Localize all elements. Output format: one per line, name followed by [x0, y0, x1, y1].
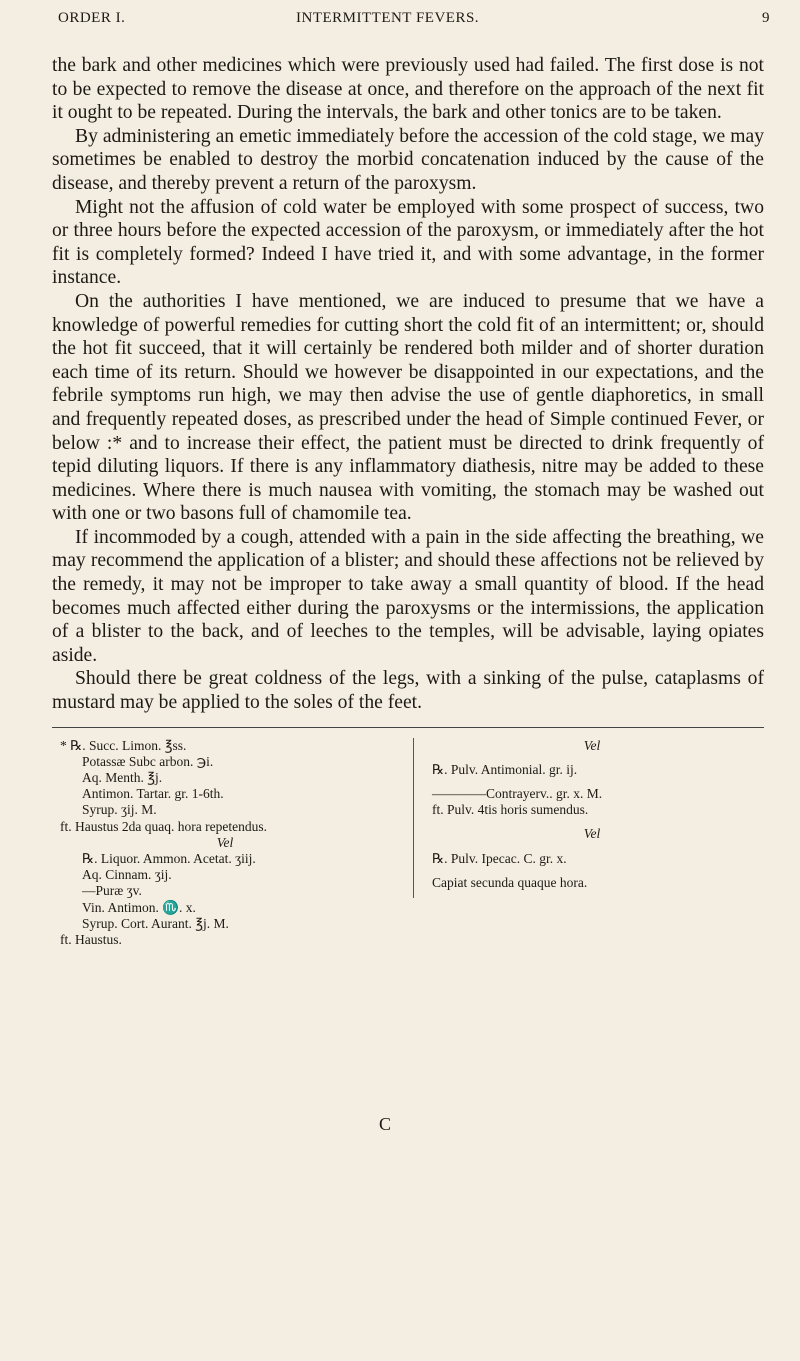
- paragraph: If incommoded by a cough, attended with a pain in the side affecting the breathing, we may recommend the application of a blister; and should these affections not be relieved by the remedy, it may not be improper to take away a small quantity of blood. If the head becomes much affected either during the paroxysms or the intermissions, the application of a blister to the back, and of leeches to the temples, will be advisable, laying opiates aside.: [52, 526, 764, 666]
- prescription-line: Aq. Cinnam. ʒij.: [82, 867, 172, 883]
- paragraph: On the authorities I have mentioned, we are induced to presume that we have a knowledge of powerful remedies for cutting short the cold fit of an intermittent; or, should the hot fit succeed, that it will certainly be rendered both milder and of shorter duration each time of its return. Should we however be disappointed in our expectations, and the febrile symptoms run high, we may then advise the use of gentle diaphoretics, in small and frequently repeated doses, as prescribed under the head of Simple continued Fever, or below :* and to increase their effect, the patient must be directed to drink frequently of tepid diluting liquors. If there is any inflammatory diathesis, nitre may be added to these medicines. Where there is much nausea with vomiting, the stomach may be washed out with one or two basons full of chamomile tea.: [52, 290, 764, 525]
- prescription-line: ℞. Pulv. Antimonial. gr. ij.: [432, 761, 578, 777]
- prescription-column-right: [432, 738, 752, 891]
- prescription-line: Syrup. ʒij. M.: [82, 802, 157, 818]
- paragraph: the bark and other medicines which were previously used had failed. The first dose is not to be expected to remove the disease at once, and therefore on the approach of the next fit it ought to be repeated. During the intervals, the bark and other tonics are to be taken.: [52, 55, 764, 124]
- body-text: [52, 54, 764, 715]
- prescription-line: ℞. Pulv. Ipecac. C. gr. x.: [432, 850, 567, 866]
- prescription-line: ℞. Liquor. Ammon. Acetat. ʒiij.: [82, 851, 256, 867]
- prescription-line: Aq. Menth. ℥j.: [82, 770, 163, 786]
- running-header: [52, 10, 770, 36]
- prescription-line: Potassæ Subc arbon. ℈i.: [82, 753, 214, 769]
- prescription-line: Vel: [583, 737, 601, 753]
- header-title: INTERMITTENT FEVERS.: [296, 10, 480, 26]
- paragraph: Might not the affusion of cold water be employed with some prospect of success, two or three hours before the expected accession of the paroxysm, or immediately after the hot fit is completely formed? Indeed I have tried it, and with some advantage, in the former instance.: [52, 196, 764, 289]
- prescription-line: Vin. Antimon. ♏. x.: [82, 899, 196, 915]
- prescription-line: * ℞. Succ. Limon. ℥ss.: [60, 737, 187, 753]
- prescription-line: —Puræ ʒv.: [82, 883, 142, 899]
- prescription-line: Capiat secunda quaque hora.: [432, 874, 588, 890]
- prescription-line: ft. Pulv. 4tis horis sumendus.: [432, 802, 589, 818]
- book-page: [52, 0, 770, 948]
- page-number: 9: [762, 10, 770, 26]
- footnote-rule: [52, 727, 764, 728]
- paragraph: Should there be great coldness of the legs, with a sinking of the pulse, cataplasms of mustard may be applied to the soles of the feet.: [52, 668, 764, 714]
- prescription-line: Vel: [216, 834, 234, 850]
- prescription-line: ft. Haustus 2da quaq. hora repetendus.: [60, 818, 267, 834]
- signature-mark: C: [379, 1114, 392, 1134]
- footnote-prescriptions: [52, 737, 764, 948]
- column-divider: [413, 738, 414, 898]
- paragraph: By administering an emetic immediately before the accession of the cold stage, we may sometimes be enabled to destroy the morbid concatenation induced by the cause of the disease, and thereby prevent a return of the paroxysm.: [52, 125, 764, 194]
- prescription-line: Syrup. Cort. Aurant. ℥j. M.: [82, 915, 229, 931]
- prescription-line: Antimon. Tartar. gr. 1-6th.: [82, 786, 224, 802]
- prescription-line: Vel: [583, 826, 601, 842]
- header-order: ORDER I.: [58, 10, 126, 26]
- prescription-line: ————Contrayerv.. gr. x. M.: [432, 786, 603, 802]
- prescription-column-left: [60, 738, 390, 949]
- prescription-line: ft. Haustus.: [60, 932, 122, 948]
